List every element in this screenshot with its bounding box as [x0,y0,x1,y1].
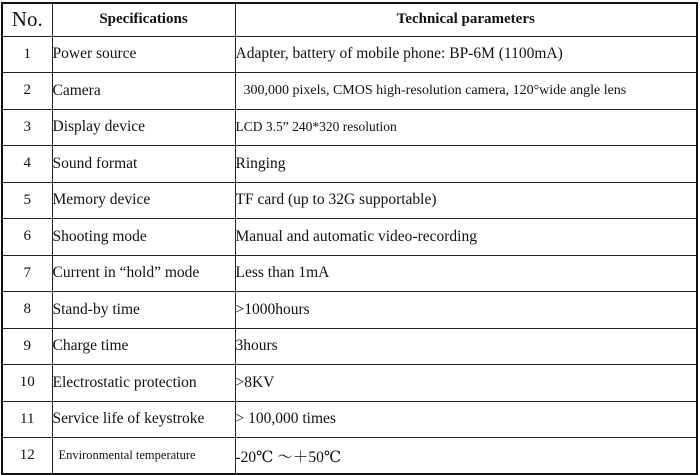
row-number: 4 [2,146,52,183]
header-specifications: Specifications [52,3,235,36]
table-row [2,255,697,292]
row-specification: Electrostatic protection [52,365,235,402]
row-parameter: -20℃ ～＋50℃ [235,438,697,475]
row-parameter: Less than 1mA [235,255,697,292]
row-number: 11 [2,401,52,438]
row-number: 1 [2,36,52,73]
row-parameter: >1000hours [235,292,697,329]
table-row [2,365,697,402]
row-number: 12 [2,438,52,475]
row-specification: Power source [52,36,235,73]
row-number: 7 [2,255,52,292]
row-parameter: LCD 3.5” 240*320 resolution [235,109,697,146]
row-specification: Display device [52,109,235,146]
row-number: 3 [2,109,52,146]
row-number: 6 [2,219,52,256]
table-row [2,328,697,365]
table-row [2,401,697,438]
table-row [2,219,697,256]
row-specification: Memory device [52,182,235,219]
row-number: 10 [2,365,52,402]
row-number: 5 [2,182,52,219]
table-row [2,109,697,146]
table-row [2,73,697,110]
row-specification: Charge time [52,328,235,365]
specifications-table [1,2,698,475]
row-specification: Service life of keystroke [52,401,235,438]
row-parameter: 3hours [235,328,697,365]
row-specification: Current in “hold” mode [52,255,235,292]
row-number: 9 [2,328,52,365]
table-row [2,438,697,475]
row-number: 2 [2,73,52,110]
row-parameter: >8KV [235,365,697,402]
header-number: No. [2,3,52,36]
row-specification: Environmental temperature [52,438,235,475]
row-specification: Stand-by time [52,292,235,329]
row-number: 8 [2,292,52,329]
table-row [2,36,697,73]
row-parameter: Ringing [235,146,697,183]
row-specification: Camera [52,73,235,110]
table-header-row [2,3,697,36]
row-parameter: Adapter, battery of mobile phone: BP-6M (1100mA) [235,36,697,73]
row-parameter: TF card (up to 32G supportable) [235,182,697,219]
table-row [2,292,697,329]
row-parameter: > 100,000 times [235,401,697,438]
row-specification: Sound format [52,146,235,183]
header-technical-parameters: Technical parameters [235,3,697,36]
row-specification: Shooting mode [52,219,235,256]
row-parameter: Manual and automatic video-recording [235,219,697,256]
table-row [2,146,697,183]
row-parameter: 300,000 pixels, CMOS high-resolution camera, 120°wide angle lens [235,73,697,110]
table-row [2,182,697,219]
